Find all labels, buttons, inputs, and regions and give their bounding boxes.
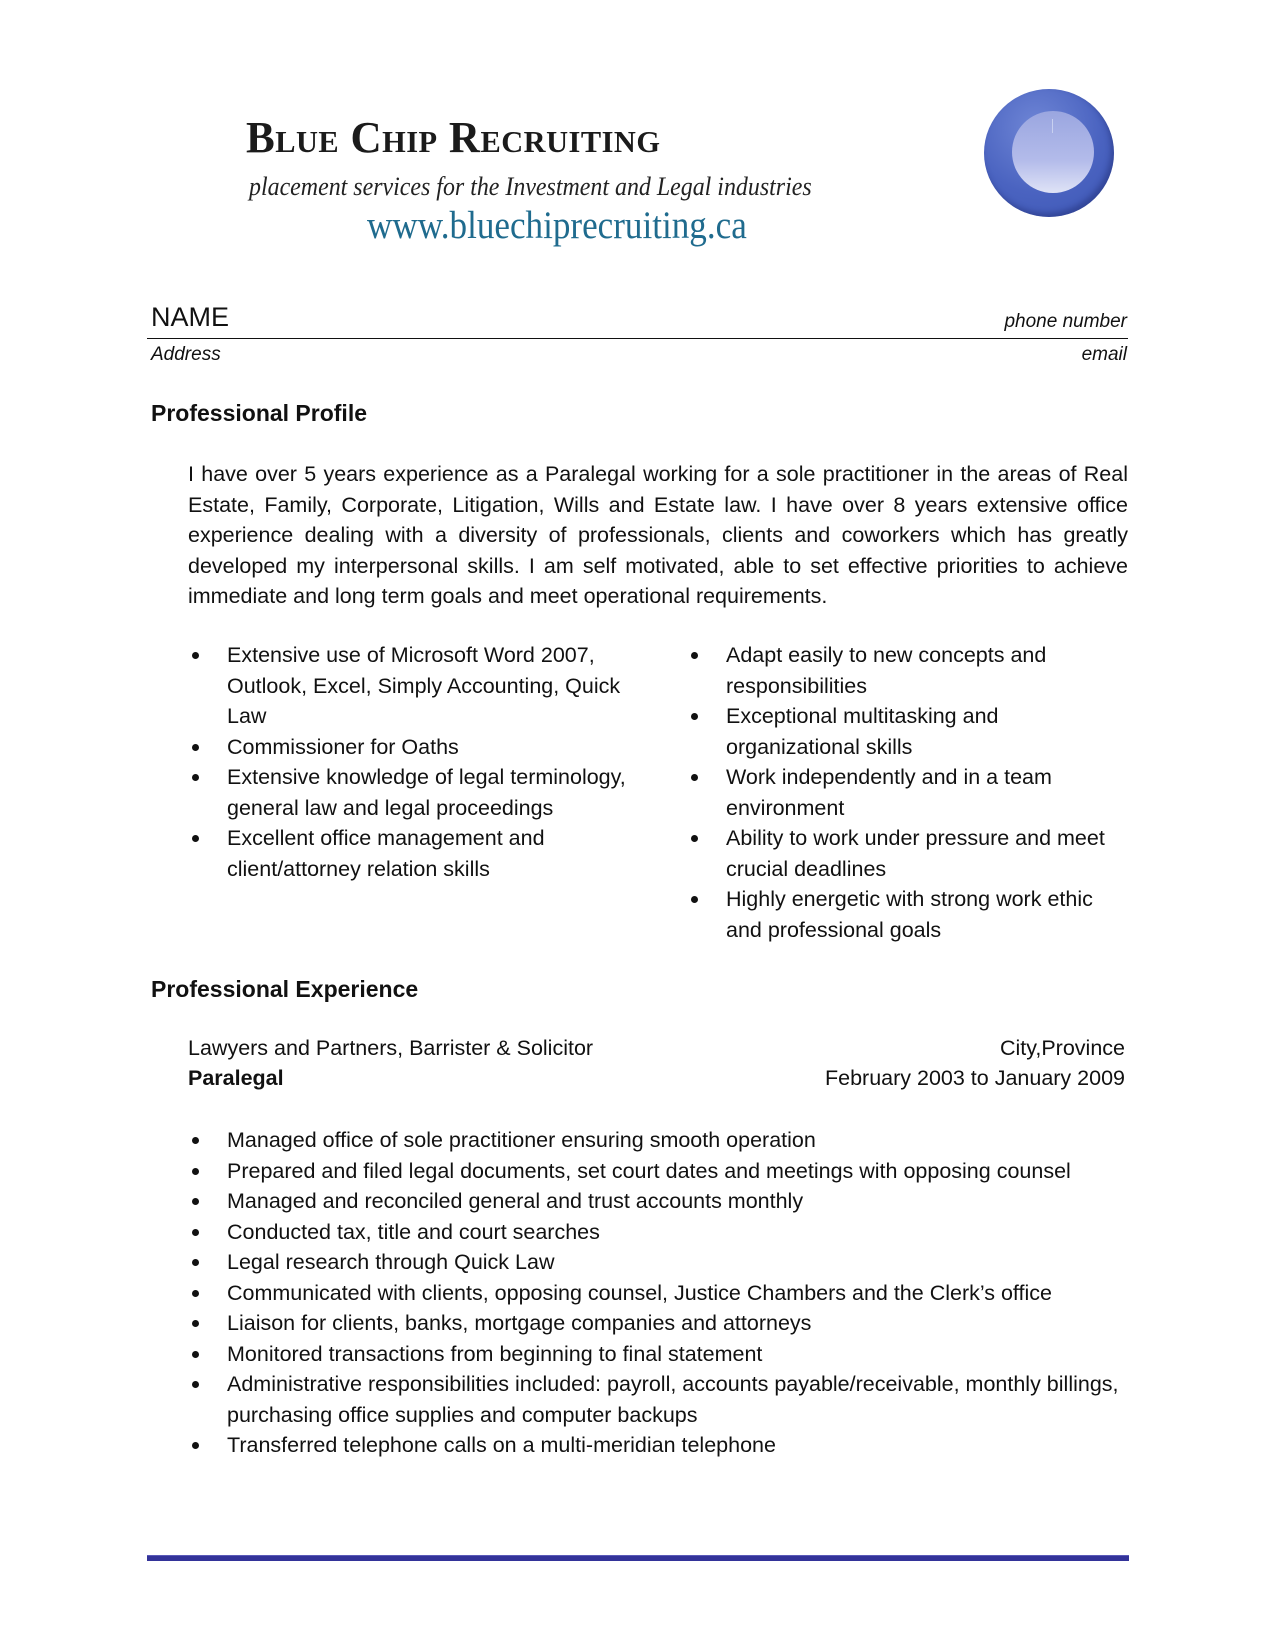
bullet-icon	[192, 1137, 199, 1144]
profile-summary: I have over 5 years experience as a Paralegal working for a sole practitioner in the areas of Real Estate, Family, Corporate, Litigation, Wills and Estate law. I have over 8 years extensive office experience dealing with a diversity of professionals, clients and coworkers which has greatly developed my interpersonal skills. I am self motivated, able to set effective priorities to achieve immediate and long term goals and meet operational requirements.	[188, 462, 1128, 608]
skill-item: Ability to work under pressure and meet crucial deadlines	[688, 823, 1133, 884]
chip-inner-disc	[1012, 111, 1094, 193]
logo-url: www.bluechiprecruiting.ca	[367, 204, 747, 247]
bullet-icon	[192, 1198, 199, 1205]
candidate-name: NAME	[151, 302, 230, 332]
job-title: Paralegal	[188, 1066, 284, 1090]
skill-item: Adapt easily to new concepts and responsibilities	[688, 640, 1133, 701]
bullet-icon	[691, 835, 698, 842]
bullet-icon	[192, 774, 199, 781]
duty-item: Monitored transactions from beginning to final statement	[189, 1339, 1139, 1370]
bullet-icon	[192, 1229, 199, 1236]
duty-item: Communicated with clients, opposing counsel, Justice Chambers and the Clerk’s office	[189, 1278, 1139, 1309]
job-dates: February 2003 to January 2009	[824, 1066, 1125, 1090]
bullet-icon	[192, 1320, 199, 1327]
job-duties-list	[189, 1125, 1139, 1461]
footer-divider	[147, 1555, 1129, 1561]
bullet-icon	[691, 774, 698, 781]
bullet-icon	[192, 1351, 199, 1358]
bullet-icon	[691, 713, 698, 720]
blue-chip-icon	[984, 89, 1114, 217]
duty-item: Administrative responsibilities included: payroll, accounts payable/receivable, monthly billings, purchasing office supplies and computer backups	[189, 1369, 1139, 1430]
skill-item: Excellent office management and client/attorney relation skills	[189, 823, 629, 884]
skill-item: Work independently and in a team environment	[688, 762, 1133, 823]
duty-item: Managed office of sole practitioner ensuring smooth operation	[189, 1125, 1139, 1156]
skill-item: Highly energetic with strong work ethic and professional goals	[688, 884, 1133, 945]
chip-glint	[1052, 119, 1053, 133]
duty-item: Liaison for clients, banks, mortgage companies and attorneys	[189, 1308, 1139, 1339]
bullet-icon	[691, 896, 698, 903]
job-employer: Lawyers and Partners, Barrister & Solicitor	[188, 1036, 594, 1060]
bullet-icon	[192, 1168, 199, 1175]
skill-item: Exceptional multitasking and organizational skills	[688, 701, 1133, 762]
duty-item: Prepared and filed legal documents, set court dates and meetings with opposing counsel	[189, 1156, 1139, 1187]
job-location: City,Province	[999, 1036, 1125, 1060]
email: email	[1081, 344, 1127, 365]
bullet-icon	[192, 744, 199, 751]
name-divider	[147, 338, 1128, 339]
skill-item: Extensive knowledge of legal terminology, general law and legal proceedings	[189, 762, 629, 823]
bullet-icon	[192, 1381, 199, 1388]
duty-item: Transferred telephone calls on a multi-meridian telephone	[189, 1430, 1139, 1461]
duty-item: Legal research through Quick Law	[189, 1247, 1139, 1278]
bullet-icon	[192, 835, 199, 842]
bullet-icon	[691, 652, 698, 659]
skill-item: Extensive use of Microsoft Word 2007, Outlook, Excel, Simply Accounting, Quick Law	[189, 640, 629, 732]
duty-item: Conducted tax, title and court searches	[189, 1217, 1139, 1248]
bullet-icon	[192, 652, 199, 659]
address: Address	[151, 344, 221, 365]
section-heading-experience: Professional Experience	[151, 976, 419, 1002]
bullet-icon	[192, 1259, 199, 1266]
bullet-icon	[192, 1290, 199, 1297]
phone-number: phone number	[1004, 311, 1127, 332]
skills-list-right	[688, 640, 1133, 945]
duty-item: Managed and reconciled general and trust accounts monthly	[189, 1186, 1139, 1217]
skill-item: Commissioner for Oaths	[189, 732, 629, 763]
skills-list-left	[189, 640, 629, 884]
logo-title: Blue Chip Recruiting	[246, 113, 661, 162]
section-heading-profile: Professional Profile	[151, 400, 368, 426]
bullet-icon	[192, 1442, 199, 1449]
logo-tagline: placement services for the Investment and Legal industries	[249, 172, 812, 201]
